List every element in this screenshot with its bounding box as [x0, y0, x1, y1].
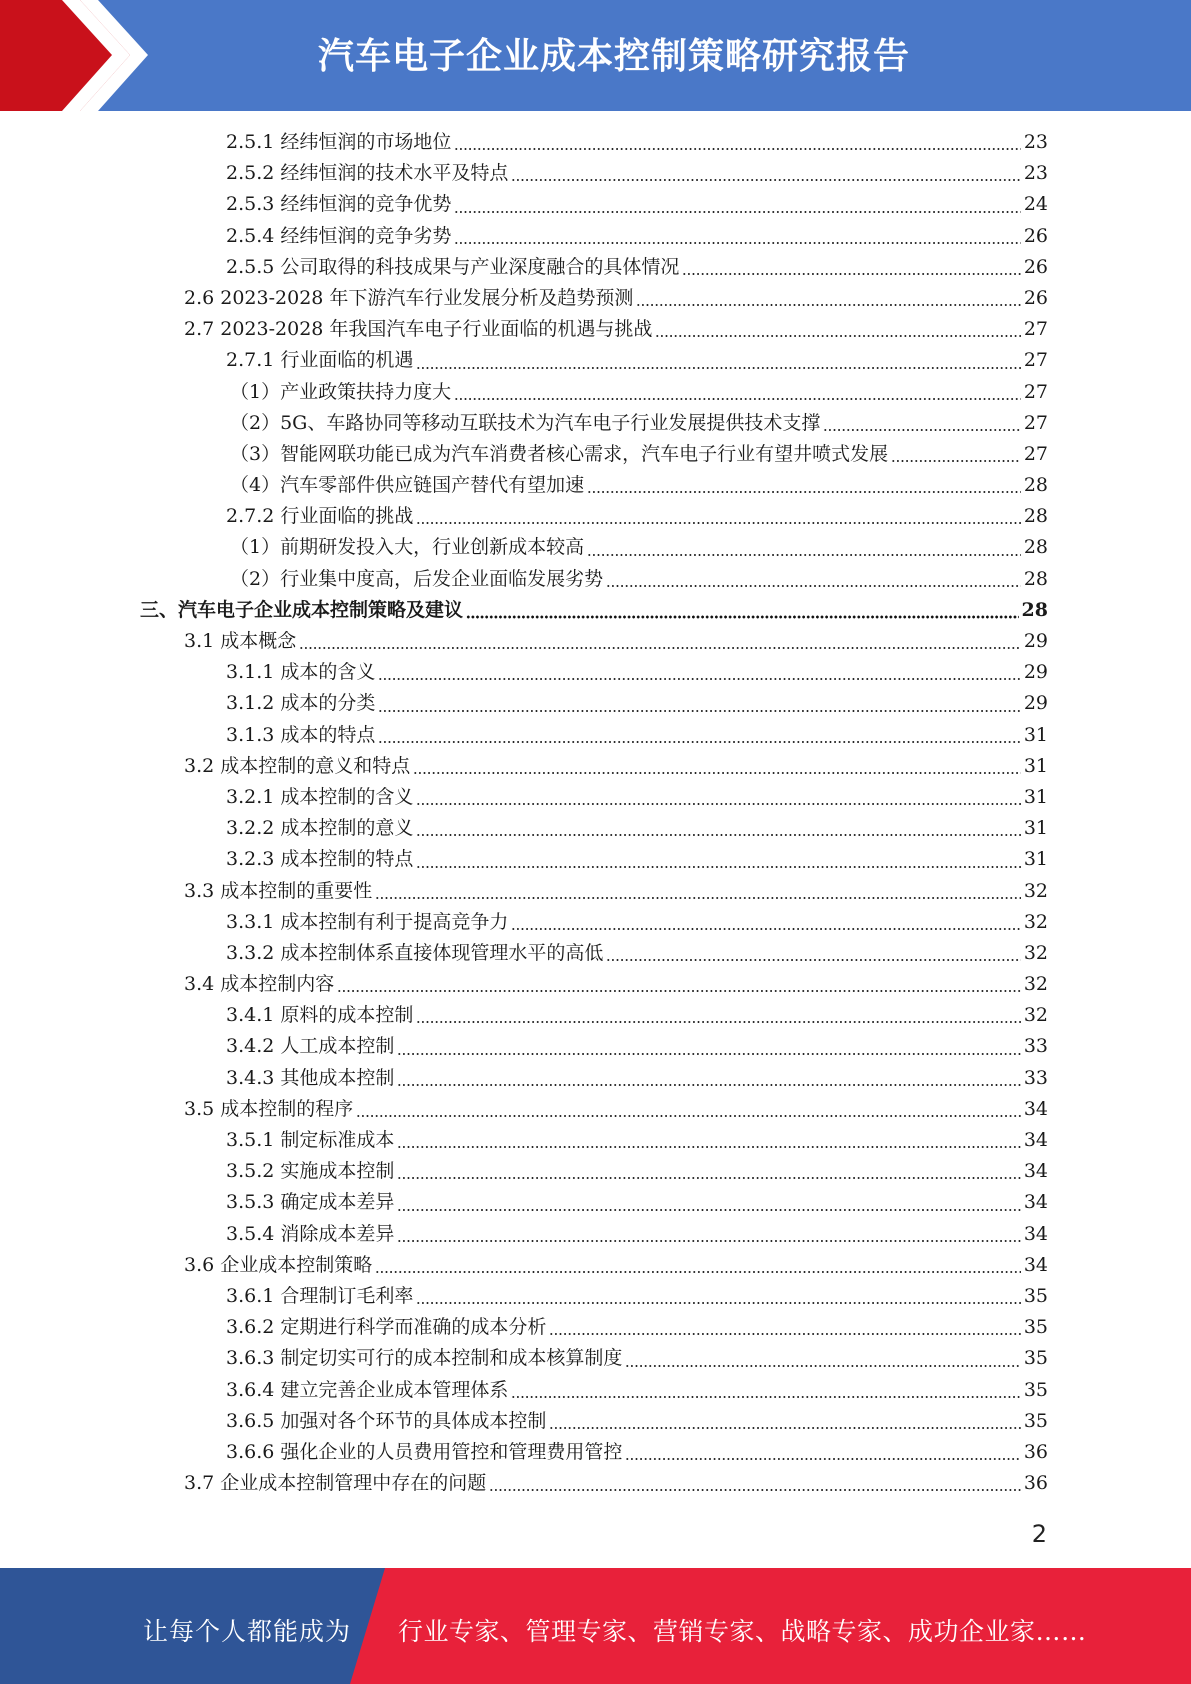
toc-entry-title: 2.5.1 经纬恒润的市场地位	[226, 131, 452, 153]
toc-leader-dots	[454, 147, 1020, 151]
toc-leader-dots	[489, 1488, 1021, 1492]
toc-entry[interactable]	[140, 1406, 1048, 1437]
toc-leader-dots	[416, 802, 1020, 806]
toc-leader-dots	[397, 1052, 1020, 1056]
toc-entry[interactable]	[140, 1468, 1048, 1499]
toc-leader-dots	[606, 958, 1020, 962]
toc-entry[interactable]	[140, 595, 1048, 626]
toc-leader-dots	[375, 1270, 1021, 1274]
toc-entry-title: 3.1.3 成本的特点	[226, 723, 376, 746]
toc-leader-dots	[413, 771, 1021, 775]
toc-leader-dots	[397, 1208, 1020, 1212]
toc-entry[interactable]	[140, 501, 1048, 532]
toc-leader-dots	[356, 1114, 1021, 1118]
toc-entry-page: 35	[1023, 1409, 1048, 1432]
toc-entry-page: 28	[1023, 536, 1048, 559]
toc-entry-title: 3.6.3 制定切实可行的成本控制和成本核算制度	[226, 1347, 623, 1370]
toc-leader-dots	[549, 1426, 1020, 1430]
page-header	[0, 0, 1191, 111]
toc-entry-page: 36	[1023, 1440, 1048, 1463]
toc-entry-title: 2.5.4 经纬恒润的竞争劣势	[226, 224, 452, 247]
toc-entry[interactable]	[140, 470, 1048, 501]
toc-entry-title: 3.4.1 原料的成本控制	[226, 1004, 414, 1027]
toc-entry[interactable]	[140, 532, 1048, 563]
toc-leader-dots	[397, 1083, 1020, 1087]
toc-entry[interactable]	[140, 782, 1048, 813]
toc-entry[interactable]	[140, 1343, 1048, 1374]
toc-entry-page: 31	[1023, 817, 1048, 840]
toc-entry-page: 35	[1023, 1316, 1048, 1339]
toc-entry-title: 3.1.2 成本的分类	[226, 692, 376, 715]
toc-entry-page: 24	[1023, 193, 1048, 216]
toc-entry[interactable]	[140, 283, 1048, 314]
toc-entry-page: 23	[1023, 131, 1048, 153]
toc-entry[interactable]	[140, 626, 1048, 657]
toc-entry-page: 29	[1023, 630, 1048, 652]
toc-entry[interactable]	[140, 1156, 1048, 1187]
footer-slogan-left: 让每个人都能成为	[143, 1617, 352, 1646]
toc-entry-page: 27	[1023, 411, 1048, 434]
toc-entry-page: 34	[1023, 1253, 1048, 1276]
toc-entry-title: （1）前期研发投入大，行业创新成本较高	[230, 536, 585, 559]
toc-entry[interactable]	[140, 408, 1048, 439]
toc-entry[interactable]	[140, 876, 1048, 907]
toc-entry-page: 32	[1023, 1004, 1048, 1027]
toc-entry-title: 2.6 2023-2028 年下游汽车行业发展分析及趋势预测	[184, 286, 634, 309]
toc-entry-page: 32	[1023, 941, 1048, 964]
toc-entry[interactable]	[140, 1125, 1048, 1156]
toc-leader-dots	[416, 1301, 1020, 1305]
toc-entry[interactable]	[140, 377, 1048, 408]
toc-entry-page: 27	[1023, 349, 1048, 372]
toc-entry-page: 32	[1023, 973, 1048, 996]
toc-entry-title: （1）产业政策扶持力度大	[230, 380, 452, 403]
toc-entry[interactable]	[140, 751, 1048, 782]
toc-entry[interactable]	[140, 813, 1048, 844]
toc-entry-page: 28	[1021, 598, 1048, 621]
toc-entry-page: 31	[1023, 754, 1048, 777]
toc-entry-title: 3.5 成本控制的程序	[184, 1097, 354, 1120]
toc-leader-dots	[416, 521, 1020, 525]
toc-entry-page: 29	[1023, 692, 1048, 715]
toc-leader-dots	[625, 1364, 1020, 1368]
toc-entry-page: 31	[1023, 723, 1048, 746]
toc-leader-dots	[511, 927, 1020, 931]
toc-leader-dots	[606, 584, 1021, 588]
toc-leader-dots	[454, 397, 1021, 401]
toc-entry-title: 2.5.5 公司取得的科技成果与产业深度融合的具体情况	[226, 255, 680, 278]
toc-entry-title: 2.5.2 经纬恒润的技术水平及特点	[226, 162, 509, 185]
toc-entry-title: 3.4 成本控制内容	[184, 973, 335, 996]
toc-entry-page: 28	[1023, 567, 1048, 590]
toc-entry-page: 35	[1023, 1378, 1048, 1401]
toc-entry-title: 3.5.1 制定标准成本	[226, 1129, 395, 1151]
toc-entry[interactable]	[140, 158, 1048, 189]
toc-entry-title: 3.2.3 成本控制的特点	[226, 848, 414, 871]
toc-entry[interactable]	[140, 1094, 1048, 1125]
toc-leader-dots	[454, 210, 1020, 214]
toc-entry-page: 31	[1023, 848, 1048, 871]
toc-entry-title: 3.6.4 建立完善企业成本管理体系	[226, 1378, 509, 1401]
toc-entry-page: 23	[1023, 162, 1048, 185]
toc-entry[interactable]	[140, 657, 1048, 688]
toc-entry-page: 31	[1023, 785, 1048, 808]
toc-entry[interactable]	[140, 439, 1048, 470]
toc-leader-dots	[416, 1020, 1020, 1024]
toc-entry[interactable]	[140, 564, 1048, 595]
toc-entry-title: 3.6 企业成本控制策略	[184, 1253, 373, 1276]
toc-entry-page: 27	[1023, 380, 1048, 403]
toc-leader-dots	[416, 366, 1020, 370]
toc-entry[interactable]	[140, 127, 1048, 158]
toc-leader-dots	[397, 1176, 1020, 1180]
toc-entry-title: 2.7.2 行业面临的挑战	[226, 505, 414, 528]
toc-entry-title: （2）行业集中度高，后发企业面临发展劣势	[230, 567, 604, 590]
toc-leader-dots	[682, 272, 1020, 276]
toc-entry-title: 3.5.4 消除成本差异	[226, 1222, 395, 1245]
toc-leader-dots	[549, 1332, 1020, 1336]
toc-entry-page: 26	[1023, 255, 1048, 278]
toc-leader-dots	[375, 896, 1021, 900]
toc-entry-title: （4）汽车零部件供应链国产替代有望加速	[230, 474, 585, 497]
toc-leader-dots	[655, 334, 1020, 338]
toc-entry-title: 3.3.1 成本控制有利于提高竞争力	[226, 910, 509, 933]
toc-leader-dots	[416, 833, 1020, 837]
toc-entry-title: 2.7 2023-2028 年我国汽车电子行业面临的机遇与挑战	[184, 318, 653, 341]
toc-leader-dots	[337, 989, 1021, 993]
toc-leader-dots	[587, 553, 1021, 557]
toc-entry-page: 28	[1023, 474, 1048, 497]
toc-entry-title: 3.2 成本控制的意义和特点	[184, 754, 411, 777]
toc-entry[interactable]	[140, 1312, 1048, 1343]
toc-entry-title: 3.5.2 实施成本控制	[226, 1160, 395, 1183]
toc-entry[interactable]	[140, 1063, 1048, 1094]
toc-entry-title: 3.7 企业成本控制管理中存在的问题	[184, 1472, 487, 1495]
toc-entry-title: 3.3.2 成本控制体系直接体现管理水平的高低	[226, 941, 604, 964]
toc-entry-title: 3.2.1 成本控制的含义	[226, 785, 414, 808]
toc-entry-page: 27	[1023, 318, 1048, 341]
page-number: 2	[1031, 1520, 1047, 1548]
toc-entry[interactable]	[140, 1000, 1048, 1031]
toc-entry[interactable]	[140, 720, 1048, 751]
toc-entry[interactable]	[140, 1281, 1048, 1312]
toc-entry-title: 三、汽车电子企业成本控制策略及建议	[140, 598, 464, 621]
toc-entry[interactable]	[140, 1219, 1048, 1250]
toc-entry-title: （3）智能网联功能已成为汽车消费者核心需求，汽车电子行业有望井喷式发展	[230, 442, 889, 465]
page-footer	[0, 1568, 1191, 1684]
toc-entry-title: 3.6.1 合理制订毛利率	[226, 1284, 414, 1307]
toc-entry[interactable]	[140, 688, 1048, 719]
toc-entry-page: 32	[1023, 910, 1048, 933]
toc-leader-dots	[299, 646, 1021, 650]
toc-entry[interactable]	[140, 252, 1048, 283]
toc-entry-title: 3.1.1 成本的含义	[226, 661, 376, 684]
toc-entry-title: 3.1 成本概念	[184, 630, 297, 652]
toc-entry[interactable]	[140, 969, 1048, 1000]
toc-entry-page: 33	[1023, 1035, 1048, 1058]
toc-entry[interactable]	[140, 1437, 1048, 1468]
toc-leader-dots	[397, 1239, 1020, 1243]
toc-leader-dots	[378, 740, 1020, 744]
toc-entry-page: 29	[1023, 661, 1048, 684]
toc-entry[interactable]	[140, 1250, 1048, 1281]
toc-entry-page: 33	[1023, 1066, 1048, 1089]
toc-entry-page: 27	[1023, 442, 1048, 465]
toc-leader-dots	[587, 490, 1021, 494]
toc-entry-title: 3.6.2 定期进行科学而准确的成本分析	[226, 1316, 547, 1339]
toc-entry[interactable]	[140, 221, 1048, 252]
toc-leader-dots	[397, 1145, 1020, 1149]
toc-entry-title: 3.4.2 人工成本控制	[226, 1035, 395, 1058]
toc-entry[interactable]	[140, 314, 1048, 345]
toc-entry[interactable]	[140, 1031, 1048, 1062]
toc-entry[interactable]	[140, 345, 1048, 376]
toc-entry-title: （2）5G、车路协同等移动互联技术为汽车电子行业发展提供技术支撑	[230, 411, 821, 434]
toc-entry-page: 36	[1023, 1472, 1048, 1495]
toc-leader-dots	[511, 178, 1020, 182]
toc-leader-dots	[511, 1395, 1020, 1399]
toc-leader-dots	[625, 1457, 1020, 1461]
toc-leader-dots	[466, 615, 1019, 619]
toc-entry-page: 26	[1023, 224, 1048, 247]
toc-leader-dots	[378, 709, 1020, 713]
toc-entry-page: 34	[1023, 1097, 1048, 1120]
toc-entry[interactable]	[140, 189, 1048, 220]
toc-entry-title: 3.5.3 确定成本差异	[226, 1191, 395, 1214]
toc-entry-page: 34	[1023, 1191, 1048, 1214]
toc-entry-title: 2.5.3 经纬恒润的竞争优势	[226, 193, 452, 216]
toc-entry[interactable]	[140, 938, 1048, 969]
toc-entry-title: 3.3 成本控制的重要性	[184, 879, 373, 902]
toc-entry-page: 35	[1023, 1347, 1048, 1370]
toc-entry-page: 28	[1023, 505, 1048, 528]
report-title: 汽车电子企业成本控制策略研究报告	[318, 36, 911, 77]
toc-leader-dots	[454, 241, 1020, 245]
toc-leader-dots	[891, 459, 1021, 463]
footer-slogan-right: 行业专家、管理专家、营销专家、战略专家、成功企业家……	[398, 1617, 1087, 1646]
toc-entry-page: 34	[1023, 1222, 1048, 1245]
toc-entry[interactable]	[140, 907, 1048, 938]
toc-entry[interactable]	[140, 1187, 1048, 1218]
toc-entry-page: 32	[1023, 879, 1048, 902]
toc-leader-dots	[823, 428, 1020, 432]
toc-leader-dots	[636, 303, 1020, 307]
toc-entry-title: 3.2.2 成本控制的意义	[226, 817, 414, 840]
table-of-contents	[140, 127, 1048, 1499]
toc-entry-page: 26	[1023, 286, 1048, 309]
toc-entry-page: 35	[1023, 1284, 1048, 1307]
toc-leader-dots	[416, 865, 1020, 869]
toc-leader-dots	[378, 677, 1020, 681]
toc-entry-title: 3.6.6 强化企业的人员费用管控和管理费用管控	[226, 1440, 623, 1463]
toc-entry[interactable]	[140, 1375, 1048, 1406]
toc-entry[interactable]	[140, 844, 1048, 875]
toc-entry-title: 2.7.1 行业面临的机遇	[226, 349, 414, 372]
toc-entry-page: 34	[1023, 1160, 1048, 1183]
toc-entry-page: 34	[1023, 1129, 1048, 1151]
toc-entry-title: 3.6.5 加强对各个环节的具体成本控制	[226, 1409, 547, 1432]
toc-entry-title: 3.4.3 其他成本控制	[226, 1066, 395, 1089]
